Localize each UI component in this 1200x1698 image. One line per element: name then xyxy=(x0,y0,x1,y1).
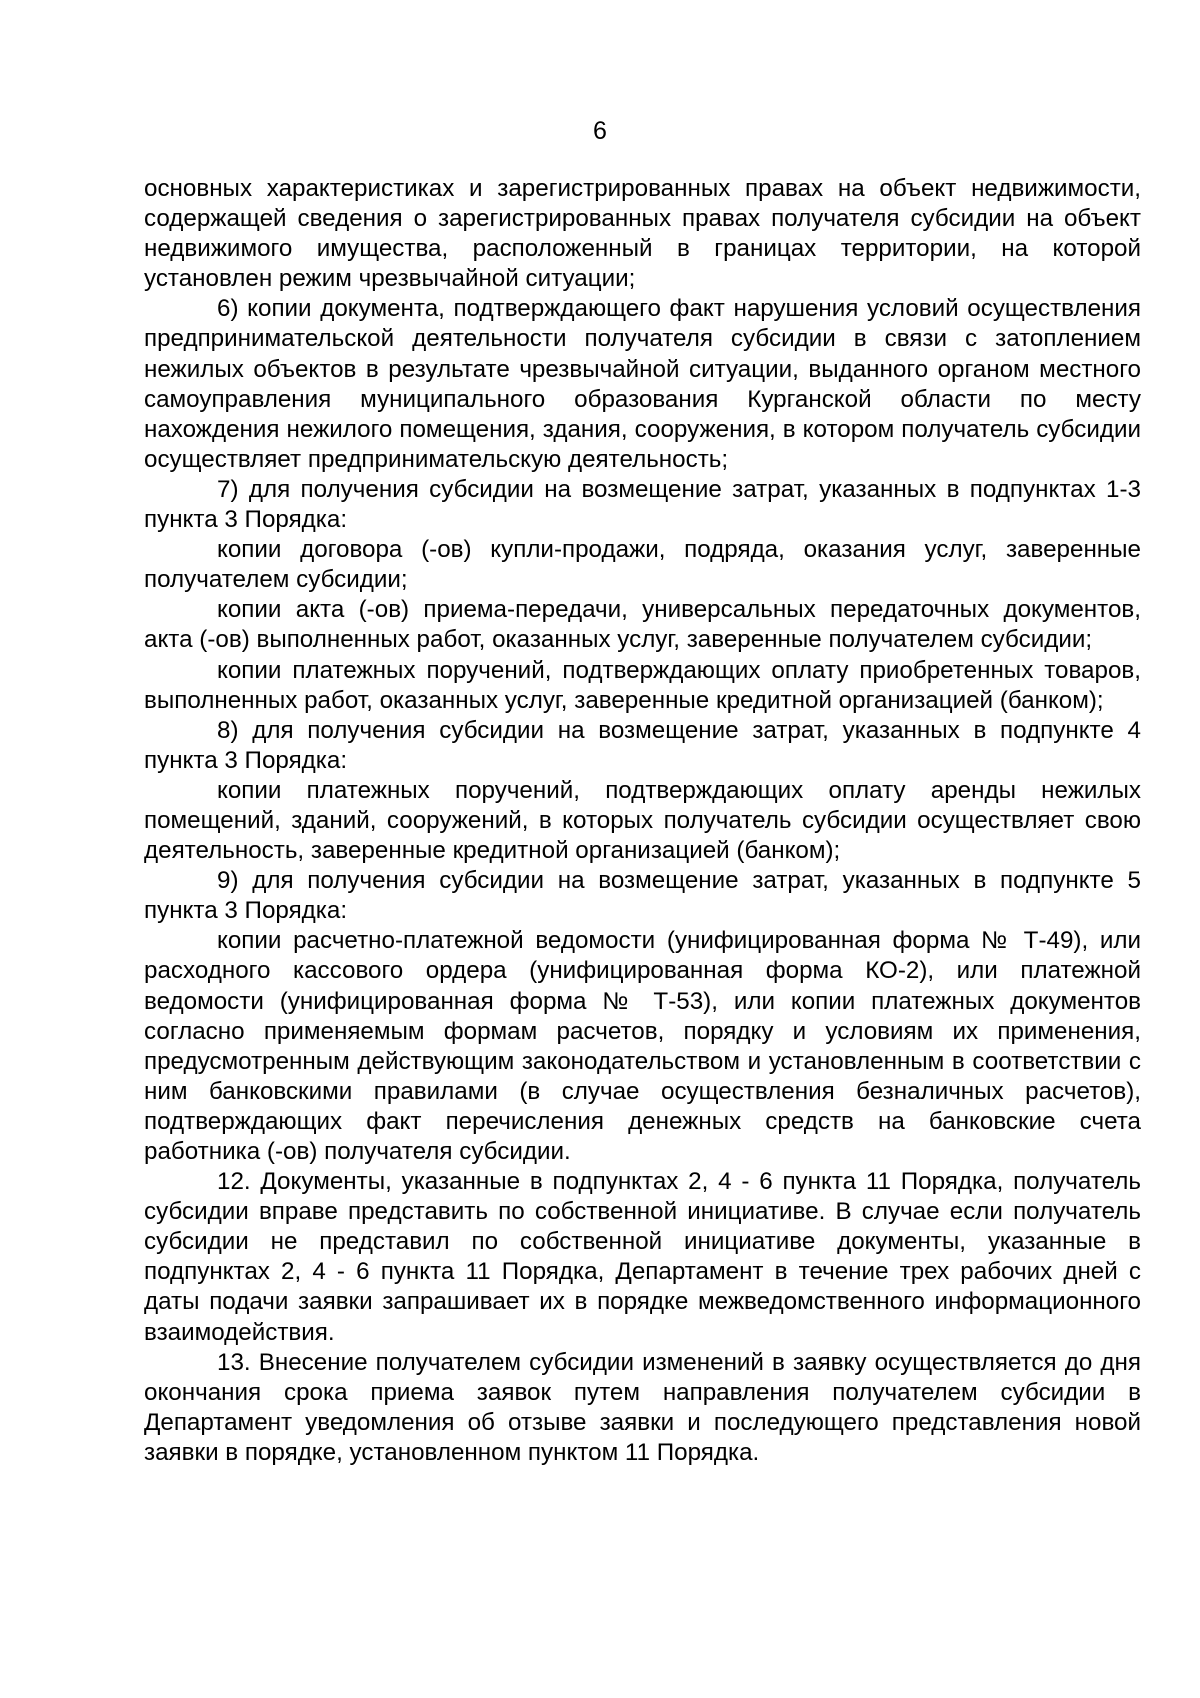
paragraph: копии расчетно-платежной ведомости (унифицированная форма № Т-49), или расходного кассового ордера (унифицированная форма КО-2), или платежной ведомости (унифицированная форма № Т-53), или копии платежных документов согласно применяемым формам расчетов, порядку и условиям их применения, предусмотренным действующим законодательством и установленным в соответствии с ним банковскими правилами (в случае осуществления безналичных расчетов), подтверждающих факт перечисления денежных средств на банковские счета работника (-ов) получателя субсидии. xyxy=(144,927,1141,1165)
paragraph: 12. Документы, указанные в подпунктах 2, 4 - 6 пункта 11 Порядка, получатель субсидии вправе представить по собственной инициативе. В случае если получатель субсидии не представил по собственной инициативе документы, указанные в подпунктах 2, 4 - 6 пункта 11 Порядка, Департамент в течение трех рабочих дней с даты подачи заявки запрашивает их в порядке межведомственного информационного взаимодействия. xyxy=(144,1168,1141,1346)
paragraph: 9) для получения субсидии на возмещение затрат, указанных в подпункте 5 пункта 3 Порядка: xyxy=(144,867,1141,925)
page-number: 6 xyxy=(593,117,607,145)
paragraph: 8) для получения субсидии на возмещение затрат, указанных в подпункте 4 пункта 3 Порядка: xyxy=(144,716,1141,774)
paragraph: копии платежных поручений, подтверждающих оплату приобретенных товаров, выполненных работ, оказанных услуг, заверенные кредитной организацией (банком); xyxy=(144,656,1141,714)
document-body xyxy=(144,174,1141,1468)
paragraph: копии платежных поручений, подтверждающих оплату аренды нежилых помещений, зданий, сооружений, в которых получатель субсидии осуществляет свою деятельность, заверенные кредитной организацией (банком); xyxy=(144,776,1141,865)
paragraph: копии акта (-ов) приема-передачи, универсальных передаточных документов, акта (-ов) выполненных работ, оказанных услуг, заверенные получателем субсидии; xyxy=(144,596,1141,654)
paragraph: копии договора (-ов) купли-продажи, подряда, оказания услуг, заверенные получателем субсидии; xyxy=(144,536,1141,594)
paragraph: основных характеристиках и зарегистрированных правах на объект недвижимости, содержащей сведения о зарегистрированных правах получателя субсидии на объект недвижимого имущества, расположенный в границах территории, на которой установлен режим чрезвычайной ситуации; xyxy=(144,175,1141,293)
paragraph: 13. Внесение получателем субсидии изменений в заявку осуществляется до дня окончания срока приема заявок путем направления получателем субсидии в Департамент уведомления об отзыве заявки и последующего представления новой заявки в порядке, установленном пунктом 11 Порядка. xyxy=(144,1348,1141,1466)
paragraph: 6) копии документа, подтверждающего факт нарушения условий осуществления предпринимательской деятельности получателя субсидии в связи с затоплением нежилых объектов в результате чрезвычайной ситуации, выданного органом местного самоуправления муниципального образования Курганской области по месту нахождения нежилого помещения, здания, сооружения, в котором получатель субсидии осуществляет предпринимательскую деятельность; xyxy=(144,295,1141,473)
paragraph: 7) для получения субсидии на возмещение затрат, указанных в подпунктах 1-3 пункта 3 Порядка: xyxy=(144,475,1141,534)
